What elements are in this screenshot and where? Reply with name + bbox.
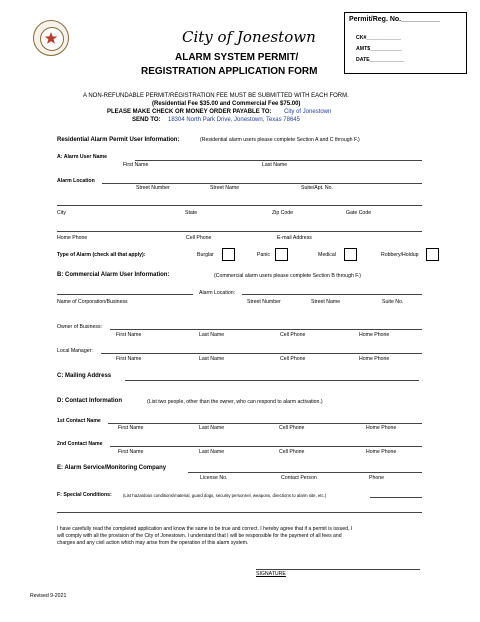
commercial-suite-caption: Suite No. [382, 299, 404, 305]
c1-last-caption: Last Name [199, 425, 225, 431]
phone-email-field[interactable] [57, 231, 422, 232]
revision-date: Revised 9-2021 [30, 593, 67, 599]
city-name: City of Jonestown [182, 28, 316, 46]
manager-first-caption: First Name [116, 356, 142, 362]
corporation-name-field[interactable] [57, 294, 193, 295]
certification-line2: will comply with all the provision of the City of Jonestown. I understand that I will be responsible for the payment of all fees and [57, 533, 342, 539]
contact-info-note: (List two people, other than the owner, who can respond to alarm activation.) [147, 399, 323, 405]
contact-info-heading: D: Contact Information [57, 398, 122, 404]
send-to-address: 18304 North Park Drive, Jonestown, Texas 78645 [168, 117, 300, 123]
manager-last-caption: Last Name [199, 356, 225, 362]
office-use-box [344, 12, 467, 74]
alarm-location-label: Alarm Location [57, 178, 95, 184]
commercial-location-field[interactable] [242, 294, 422, 295]
c1-first-caption: First Name [118, 425, 144, 431]
home-phone-caption: Home Phone [57, 235, 88, 241]
owner-home-caption: Home Phone [359, 332, 390, 338]
fee-amounts: (Residential Fee $35.00 and Commercial Fee $75.00) [152, 101, 301, 107]
alarm-location-field[interactable] [102, 183, 422, 184]
second-contact-field[interactable] [110, 446, 422, 447]
owner-last-caption: Last Name [199, 332, 225, 338]
send-to-label: SEND TO: [132, 117, 161, 123]
second-contact-label: 2nd Contact Name [57, 441, 103, 447]
special-conditions-note: (List hazardous conditions/material, guard dogs, security personnel, weapons, directions to alarm site, etc.) [123, 493, 327, 498]
burglar-checkbox[interactable] [222, 248, 235, 261]
payable-label: PLEASE MAKE CHECK OR MONEY ORDER PAYABLE TO: [107, 109, 272, 115]
ck-label: CK#____________ [356, 35, 401, 41]
last-name-caption: Last Name [262, 162, 288, 168]
suite-caption: Suite/Apt. No. [301, 185, 334, 191]
star-icon [44, 31, 58, 45]
c2-last-caption: Last Name [199, 449, 225, 455]
corporation-caption: Name of Corporation/Business [57, 299, 128, 305]
owner-label: Owner of Business: [57, 324, 102, 330]
mailing-address-field[interactable] [125, 380, 419, 381]
cell-phone-caption: Cell Phone [186, 235, 212, 241]
form-title-line2: REGISTRATION APPLICATION FORM [141, 66, 318, 77]
robbery-checkbox[interactable] [426, 248, 439, 261]
c2-first-caption: First Name [118, 449, 144, 455]
zip-caption: Zip Code [272, 210, 294, 216]
state-caption: State [185, 210, 198, 216]
medical-checkbox[interactable] [344, 248, 357, 261]
commercial-note: (Commercial alarm users please complete Section B through F.) [214, 273, 362, 279]
alarm-type-label: Type of Alarm (check all that apply): [57, 252, 146, 258]
signature-field[interactable] [256, 569, 420, 570]
first-name-caption: First Name [123, 162, 149, 168]
residential-note: (Residential alarm users please complete Section A and C through F.) [200, 137, 360, 143]
alarm-user-name-field[interactable] [135, 160, 422, 161]
special-conditions-label: F: Special Conditions: [57, 492, 112, 498]
payee: City of Jonestown [284, 109, 332, 115]
monitoring-company-field[interactable] [188, 472, 422, 473]
c1-cell-caption: Cell Phone [279, 425, 305, 431]
owner-field[interactable] [110, 329, 422, 330]
manager-home-caption: Home Phone [359, 356, 390, 362]
c1-home-caption: Home Phone [366, 425, 397, 431]
c2-cell-caption: Cell Phone [279, 449, 305, 455]
type-burglar-label: Burglar [197, 252, 214, 258]
first-contact-label: 1st Contact Name [57, 418, 101, 424]
license-caption: License No. [200, 475, 228, 481]
manager-field[interactable] [101, 353, 422, 354]
mailing-address-label: C: Mailing Address [57, 373, 112, 379]
first-contact-field[interactable] [108, 423, 422, 424]
type-panic-label: Panic [257, 252, 270, 258]
commercial-location-label: Alarm Location: [199, 290, 236, 296]
permit-no-label: Permit/Reg. No.__________ [349, 16, 441, 23]
gate-code-caption: Gate Code [346, 210, 372, 216]
email-caption: E-mail Address [277, 235, 312, 241]
monitoring-company-label: E: Alarm Service/Monitoring Company [57, 465, 167, 471]
type-robbery-label: Robbery/Holdup [381, 252, 419, 258]
street-number-caption: Street Number [136, 185, 170, 191]
manager-label: Local Manager: [57, 348, 93, 354]
city-caption: City [57, 210, 66, 216]
owner-cell-caption: Cell Phone [280, 332, 306, 338]
monitoring-phone-caption: Phone [369, 475, 385, 481]
panic-checkbox[interactable] [275, 248, 288, 261]
city-seal-logo [33, 20, 69, 56]
commercial-street-number-caption: Street Number [247, 299, 281, 305]
signature-caption: SIGNATURE [256, 571, 286, 577]
street-name-caption: Street Name [210, 185, 240, 191]
c2-home-caption: Home Phone [366, 449, 397, 455]
fee-notice: A NON-REFUNDABLE PERMIT/REGISTRATION FEE MUST BE SUBMITTED WITH EACH FORM. [83, 93, 349, 99]
amt-label: AMT$___________ [356, 46, 402, 52]
owner-first-caption: First Name [116, 332, 142, 338]
commercial-heading: B: Commercial Alarm User Information: [57, 272, 170, 278]
date-label: DATE____________ [356, 57, 405, 63]
contact-person-caption: Contact Person [281, 475, 317, 481]
certification-line1: I have carefully read the completed application and know the same to be true and correct. I hereby agree that if a permit is issued, I [57, 526, 353, 532]
residential-heading: Residential Alarm Permit User Information: [57, 137, 180, 143]
alarm-user-name-label: A: Alarm User Name [57, 154, 107, 160]
manager-cell-caption: Cell Phone [280, 356, 306, 362]
form-title-line1: ALARM SYSTEM PERMIT/ [175, 52, 299, 63]
certification-line3: charges and any civil action which may arise from the operation of this alarm system. [57, 540, 249, 546]
commercial-street-name-caption: Street Name [311, 299, 341, 305]
city-state-zip-field[interactable] [57, 205, 422, 206]
special-conditions-field-2[interactable] [57, 512, 422, 513]
special-conditions-field[interactable] [370, 497, 422, 498]
type-medical-label: Medical [318, 252, 336, 258]
